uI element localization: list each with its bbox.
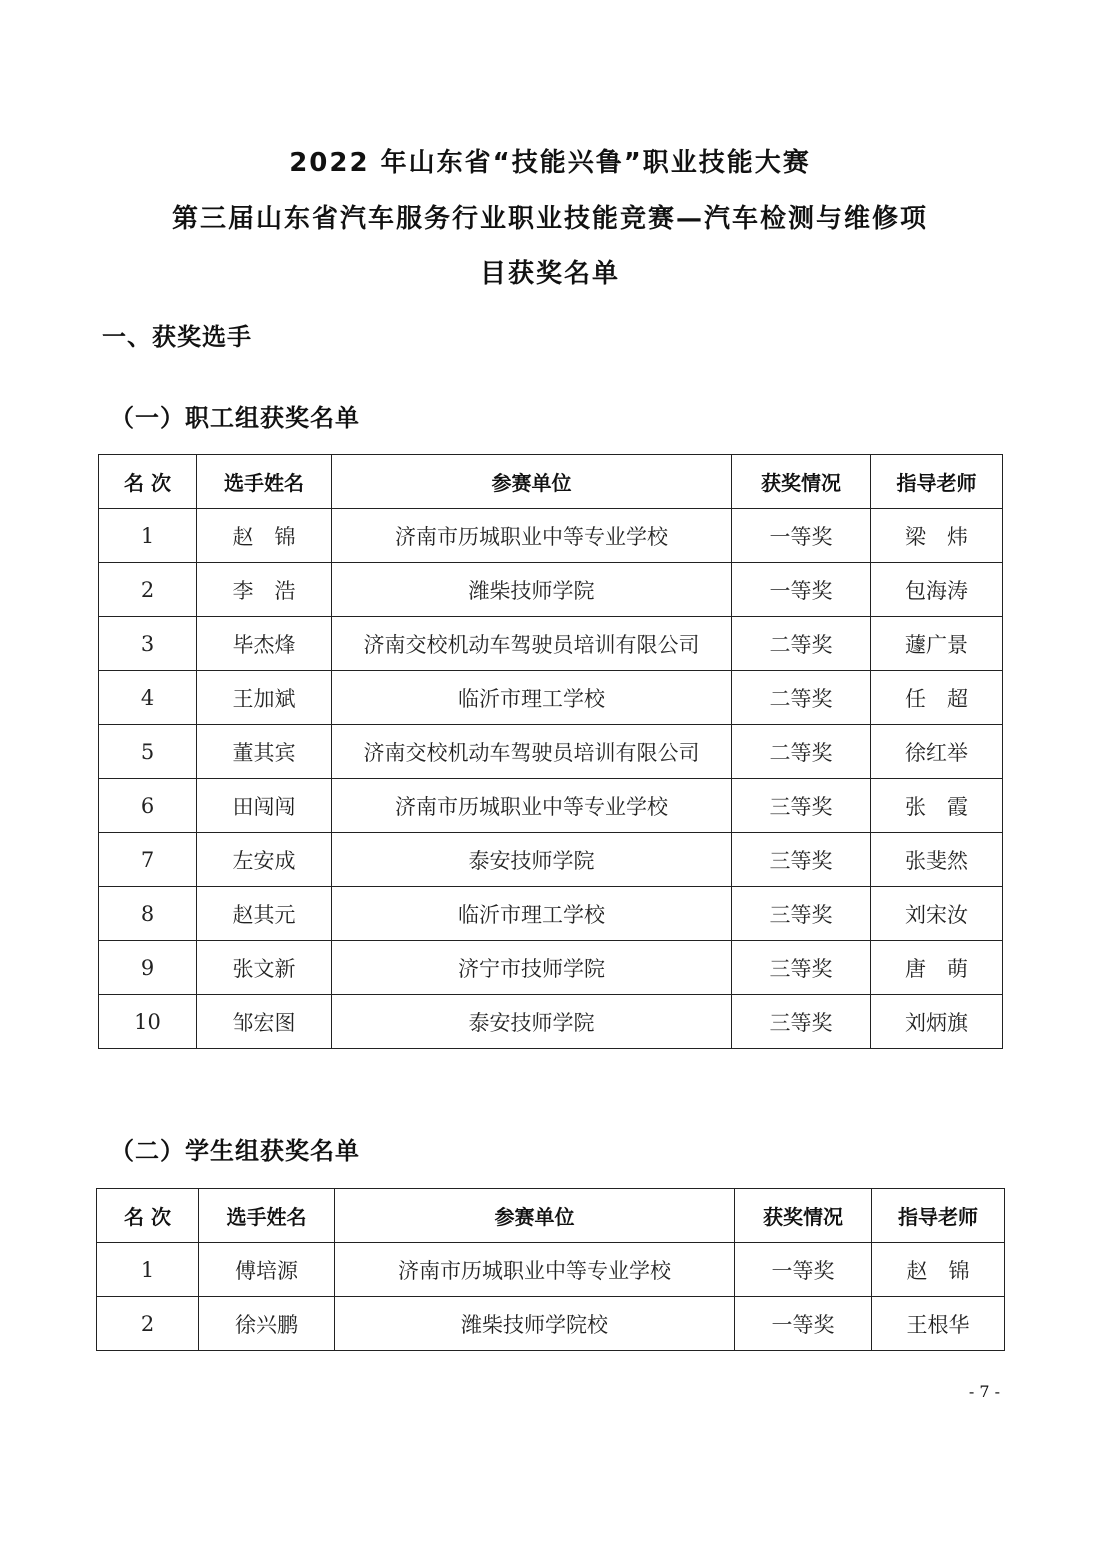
cell-award: 三等奖 [732, 887, 871, 941]
column-header-instructor: 指导老师 [871, 455, 1003, 509]
cell-rank: 7 [99, 833, 197, 887]
cell-instructor: 王根华 [872, 1297, 1005, 1351]
column-header-unit: 参赛单位 [332, 455, 732, 509]
cell-rank: 3 [99, 617, 197, 671]
document-title-line-2: 第三届山东省汽车服务行业职业技能竞赛—汽车检测与维修项 [171, 204, 928, 234]
cell-name: 傅培源 [199, 1243, 335, 1297]
cell-rank: 10 [99, 995, 197, 1049]
cell-rank: 2 [97, 1297, 199, 1351]
cell-instructor: 赵 锦 [872, 1243, 1005, 1297]
column-header-rank: 名 次 [97, 1189, 199, 1243]
cell-instructor: 刘炳旗 [871, 995, 1003, 1049]
cell-unit: 泰安技师学院 [332, 833, 732, 887]
cell-award: 三等奖 [732, 995, 871, 1049]
table-header-row [97, 1189, 1005, 1243]
document-title-line-3: 目获奖名单 [479, 259, 620, 289]
cell-instructor: 张 霞 [871, 779, 1003, 833]
cell-rank: 6 [99, 779, 197, 833]
cell-award: 三等奖 [732, 833, 871, 887]
cell-rank: 5 [99, 725, 197, 779]
cell-name: 李 浩 [197, 563, 332, 617]
page-number: - 7 - [968, 1382, 1000, 1401]
cell-instructor: 任 超 [871, 671, 1003, 725]
cell-award: 一等奖 [735, 1243, 872, 1297]
column-header-unit: 参赛单位 [335, 1189, 735, 1243]
cell-unit: 临沂市理工学校 [332, 671, 732, 725]
cell-award: 一等奖 [735, 1297, 872, 1351]
cell-award: 二等奖 [732, 617, 871, 671]
table-row [99, 509, 1003, 563]
table-row [99, 671, 1003, 725]
table-row [99, 941, 1003, 995]
column-header-award: 获奖情况 [732, 455, 871, 509]
column-header-award: 获奖情况 [735, 1189, 872, 1243]
cell-unit: 潍柴技师学院 [332, 563, 732, 617]
table-row [99, 887, 1003, 941]
cell-name: 邹宏图 [197, 995, 332, 1049]
cell-unit: 济南市历城职业中等专业学校 [332, 779, 732, 833]
cell-award: 二等奖 [732, 671, 871, 725]
section-heading: 一、获奖选手 [102, 323, 252, 351]
cell-unit: 济宁市技师学院 [332, 941, 732, 995]
staff-group-heading: （一）职工组获奖名单 [110, 404, 360, 432]
column-header-rank: 名 次 [99, 455, 197, 509]
cell-rank: 1 [99, 509, 197, 563]
cell-unit: 泰安技师学院 [332, 995, 732, 1049]
cell-name: 赵 锦 [197, 509, 332, 563]
cell-unit: 临沂市理工学校 [332, 887, 732, 941]
cell-instructor: 唐 萌 [871, 941, 1003, 995]
cell-unit: 济南市历城职业中等专业学校 [335, 1243, 735, 1297]
cell-name: 左安成 [197, 833, 332, 887]
cell-rank: 9 [99, 941, 197, 995]
cell-rank: 4 [99, 671, 197, 725]
cell-name: 毕杰烽 [197, 617, 332, 671]
cell-award: 一等奖 [732, 563, 871, 617]
table-row [99, 833, 1003, 887]
cell-instructor: 刘宋汝 [871, 887, 1003, 941]
cell-award: 三等奖 [732, 779, 871, 833]
cell-unit: 济南交校机动车驾驶员培训有限公司 [332, 617, 732, 671]
cell-rank: 2 [99, 563, 197, 617]
table-row [99, 779, 1003, 833]
column-header-name: 选手姓名 [199, 1189, 335, 1243]
cell-instructor: 徐红举 [871, 725, 1003, 779]
cell-instructor: 梁 炜 [871, 509, 1003, 563]
table-row [97, 1297, 1005, 1351]
cell-name: 田闯闯 [197, 779, 332, 833]
cell-unit: 潍柴技师学院校 [335, 1297, 735, 1351]
table-row [99, 563, 1003, 617]
cell-name: 赵其元 [197, 887, 332, 941]
column-header-instructor: 指导老师 [872, 1189, 1005, 1243]
cell-rank: 8 [99, 887, 197, 941]
cell-name: 王加斌 [197, 671, 332, 725]
student-awards-table [96, 1188, 1005, 1351]
table-header-row [99, 455, 1003, 509]
student-group-heading: （二）学生组获奖名单 [110, 1137, 360, 1165]
cell-name: 张文新 [197, 941, 332, 995]
cell-name: 徐兴鹏 [199, 1297, 335, 1351]
cell-rank: 1 [97, 1243, 199, 1297]
table-row [99, 725, 1003, 779]
table-row [99, 617, 1003, 671]
column-header-name: 选手姓名 [197, 455, 332, 509]
cell-instructor: 包海涛 [871, 563, 1003, 617]
student-table-body [97, 1243, 1005, 1351]
cell-unit: 济南市历城职业中等专业学校 [332, 509, 732, 563]
staff-awards-table [98, 454, 1003, 1049]
cell-instructor: 张斐然 [871, 833, 1003, 887]
cell-unit: 济南交校机动车驾驶员培训有限公司 [332, 725, 732, 779]
staff-table-body [99, 509, 1003, 1049]
cell-name: 董其宾 [197, 725, 332, 779]
document-title-line-1: 2022 年山东省“技能兴鲁”职业技能大赛 [289, 148, 811, 178]
cell-award: 三等奖 [732, 941, 871, 995]
cell-award: 二等奖 [732, 725, 871, 779]
cell-award: 一等奖 [732, 509, 871, 563]
cell-instructor: 蘧广景 [871, 617, 1003, 671]
table-row [99, 995, 1003, 1049]
table-row [97, 1243, 1005, 1297]
